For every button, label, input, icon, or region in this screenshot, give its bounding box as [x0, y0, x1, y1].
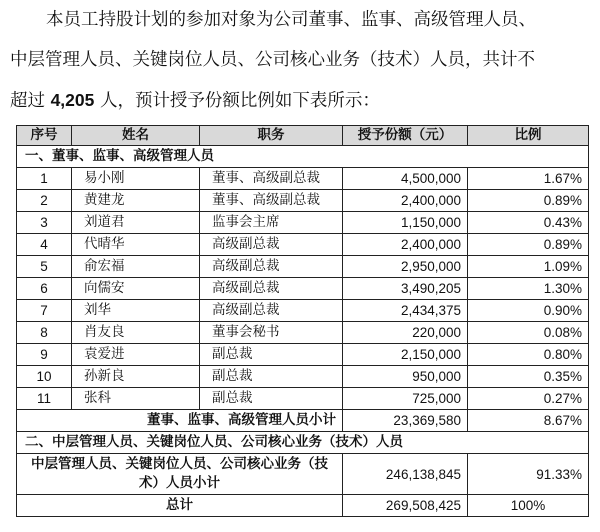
cell-amount: 4,500,000: [343, 168, 468, 190]
cell-name: 袁爱进: [72, 344, 200, 366]
total-amount: 269,508,425: [343, 495, 468, 517]
cell-idx: 4: [17, 234, 72, 256]
cell-position: 董事、高级副总裁: [200, 190, 343, 212]
cell-idx: 7: [17, 300, 72, 322]
cell-position: 副总裁: [200, 388, 343, 410]
intro-line-3: [10, 80, 595, 120]
cell-idx: 11: [17, 388, 72, 410]
cell-ratio: 0.27%: [468, 388, 589, 410]
cell-idx: 5: [17, 256, 72, 278]
cell-idx: 8: [17, 322, 72, 344]
cell-name: 孙新良: [72, 366, 200, 388]
cell-position: 监事会主席: [200, 212, 343, 234]
subtotal-2-label: 中层管理人员、关键岗位人员、公司核心业务（技术）人员小计: [17, 454, 343, 495]
cell-name: 俞宏福: [72, 256, 200, 278]
table-row: [17, 234, 589, 256]
cell-position: 董事、高级副总裁: [200, 168, 343, 190]
cell-amount: 2,150,000: [343, 344, 468, 366]
cell-amount: 725,000: [343, 388, 468, 410]
subtotal-1-ratio: 8.67%: [468, 410, 589, 432]
cell-name: 肖友良: [72, 322, 200, 344]
table-row: [17, 256, 589, 278]
subtotal-row-1: [17, 410, 589, 432]
table-row: [17, 366, 589, 388]
table-row: [17, 278, 589, 300]
section-row-1: [17, 146, 589, 168]
table-row: [17, 190, 589, 212]
header-row: [17, 126, 589, 146]
table-row: [17, 168, 589, 190]
cell-ratio: 0.08%: [468, 322, 589, 344]
cell-amount: 2,950,000: [343, 256, 468, 278]
participant-count: 4,205: [50, 90, 95, 110]
total-ratio: 100%: [468, 495, 589, 517]
cell-position: 高级副总裁: [200, 300, 343, 322]
cell-amount: 2,400,000: [343, 234, 468, 256]
cell-ratio: 1.67%: [468, 168, 589, 190]
cell-amount: 1,150,000: [343, 212, 468, 234]
cell-idx: 1: [17, 168, 72, 190]
cell-name: 向儒安: [72, 278, 200, 300]
cell-idx: 6: [17, 278, 72, 300]
header-name: 姓名: [72, 126, 200, 146]
cell-amount: 220,000: [343, 322, 468, 344]
cell-amount: 2,434,375: [343, 300, 468, 322]
cell-name: 刘道君: [72, 212, 200, 234]
cell-name: 易小刚: [72, 168, 200, 190]
cell-name: 刘华: [72, 300, 200, 322]
subtotal-1-label: 董事、监事、高级管理人员小计: [17, 410, 343, 432]
cell-ratio: 0.89%: [468, 234, 589, 256]
header-position: 职务: [200, 126, 343, 146]
cell-position: 副总裁: [200, 366, 343, 388]
cell-ratio: 0.35%: [468, 366, 589, 388]
cell-position: 董事会秘书: [200, 322, 343, 344]
cell-position: 高级副总裁: [200, 256, 343, 278]
cell-ratio: 0.80%: [468, 344, 589, 366]
allocation-table: [16, 125, 589, 517]
cell-ratio: 1.09%: [468, 256, 589, 278]
cell-position: 副总裁: [200, 344, 343, 366]
header-ratio: 比例: [468, 126, 589, 146]
section-title-1: 一、董事、监事、高级管理人员: [17, 146, 589, 168]
table-row: [17, 344, 589, 366]
cell-name: 黄建龙: [72, 190, 200, 212]
subtotal-1-amount: 23,369,580: [343, 410, 468, 432]
table-row: [17, 322, 589, 344]
cell-ratio: 0.90%: [468, 300, 589, 322]
cell-idx: 10: [17, 366, 72, 388]
cell-name: 张科: [72, 388, 200, 410]
section-title-2: 二、中层管理人员、关键岗位人员、公司核心业务（技术）人员: [17, 432, 589, 454]
header-idx: 序号: [17, 126, 72, 146]
cell-idx: 9: [17, 344, 72, 366]
cell-name: 代晴华: [72, 234, 200, 256]
section-row-2: [17, 432, 589, 454]
cell-amount: 950,000: [343, 366, 468, 388]
intro-line-3-pre: 超过: [10, 91, 51, 111]
cell-idx: 3: [17, 212, 72, 234]
cell-ratio: 1.30%: [468, 278, 589, 300]
intro-paragraph: [10, 0, 595, 120]
subtotal-2-ratio: 91.33%: [468, 454, 589, 495]
table-row: [17, 212, 589, 234]
cell-ratio: 0.89%: [468, 190, 589, 212]
cell-ratio: 0.43%: [468, 212, 589, 234]
cell-amount: 3,490,205: [343, 278, 468, 300]
cell-position: 高级副总裁: [200, 234, 343, 256]
intro-line-1: 本员工持股计划的参加对象为公司董事、监事、高级管理人员、: [46, 10, 536, 30]
table-row: [17, 388, 589, 410]
total-label: 总计: [17, 495, 343, 517]
table-row: [17, 300, 589, 322]
total-row: [17, 495, 589, 517]
subtotal-2-amount: 246,138,845: [343, 454, 468, 495]
cell-position: 高级副总裁: [200, 278, 343, 300]
intro-line-2: 中层管理人员、关键岗位人员、公司核心业务（技术）人员，共计不: [10, 50, 535, 70]
cell-idx: 2: [17, 190, 72, 212]
cell-amount: 2,400,000: [343, 190, 468, 212]
header-amount: 授予份额（元）: [343, 126, 468, 146]
subtotal-row-2: [17, 454, 589, 495]
intro-line-3-post: 人，预计授予份额比例如下表所示：: [94, 91, 380, 111]
